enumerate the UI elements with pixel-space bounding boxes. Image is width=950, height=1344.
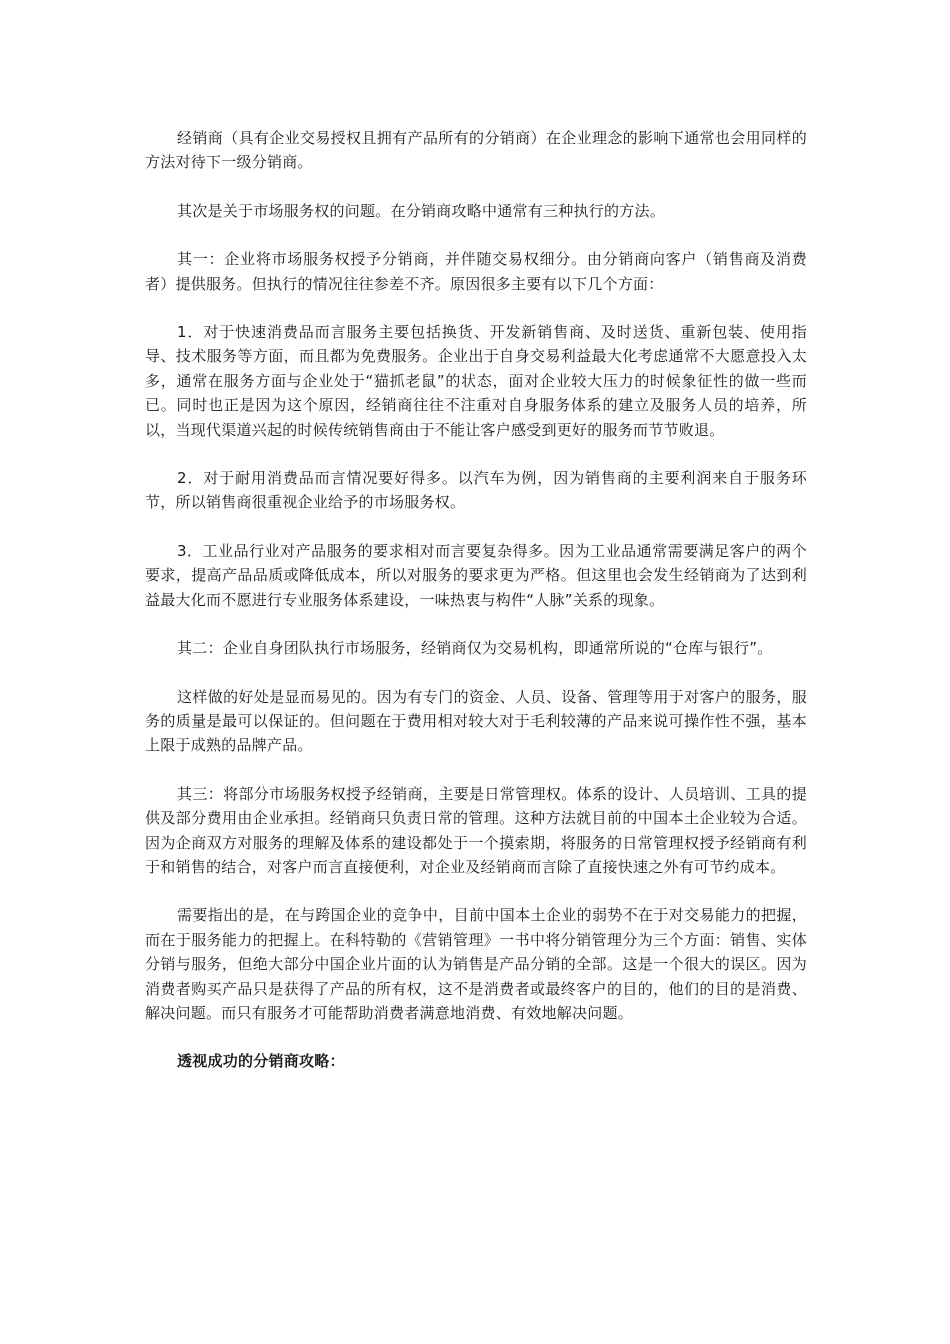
paragraph-point-1: 1．对于快速消费品而言服务主要包括换货、开发新销售商、及时送货、重新包装、使用指导、技术服务等方面，而且都为免费服务。企业出于自身交易利益最大化考虑通常不大愿意投入太多，通常在服务方面与企业处于“猫抓老鼠”的状态，面对企业较大压力的时候象征性的做一些而已。同时也正是因为这个原因，经销商往往不注重对自身服务体系的建立及服务人员的培养，所以，当现代渠道兴起的时候传统销售商由于不能让客户感受到更好的服务而节节败退。 xyxy=(145,323,807,439)
paragraph-conclusion: 需要指出的是，在与跨国企业的竞争中，目前中国本土企业的弱势不在于对交易能力的把握，而在于服务能力的把握上。在科特勒的《营销管理》一书中将分销管理分为三个方面：销售、实体分销与服务，但绝大部分中国企业片面的认为销售是产品分销的全部。这是一个很大的误区。因为消费者购买产品只是获得了产品的所有权，这不是消费者或最终客户的目的，他们的目的是消费、解决问题。而只有服务才可能帮助消费者满意地消费、有效地解决问题。 xyxy=(145,906,807,1022)
paragraph-distributor-intro: 经销商（具有企业交易授权且拥有产品所有的分销商）在企业理念的影响下通常也会用同样的方法对待下一级分销商。 xyxy=(145,129,807,172)
paragraph-point-2: 2．对于耐用消费品而言情况要好得多。以汽车为例，因为销售商的主要利润来自于服务环节，所以销售商很重视企业给予的市场服务权。 xyxy=(145,469,807,512)
paragraph-service-rights: 其次是关于市场服务权的问题。在分销商攻略中通常有三种执行的方法。 xyxy=(177,201,666,220)
paragraph-method-three: 其三：将部分市场服务权授予经销商，主要是日常管理权。体系的设计、人员培训、工具的提供及部分费用由企业承担。经销商只负责日常的管理。这种方法就目前的中国本土企业较为合适。因为企商双方对服务的理解及体系的建设都处于一个摸索期，将服务的日常管理权授予经销商有利于和销售的结合，对客户而言直接便利，对企业及经销商而言除了直接快速之外有可节约成本。 xyxy=(145,784,807,876)
section-heading: 透视成功的分销商攻略： xyxy=(177,1052,345,1071)
paragraph-method-two: 其二：企业自身团队执行市场服务，经销商仅为交易机构，即通常所说的“仓库与银行”。 xyxy=(177,639,773,658)
paragraph-point-3: 3．工业品行业对产品服务的要求相对而言要复杂得多。因为工业品通常需要满足客户的两个要求，提高产品品质或降低成本，所以对服务的要求更为严格。但这里也会发生经销商为了达到利益最大化而不愿进行专业服务体系建设，一味热衷与构件“人脉”关系的现象。 xyxy=(145,541,807,609)
paragraph-method-two-benefits: 这样做的好处是显而易见的。因为有专门的资金、人员、设备、管理等用于对客户的服务，服务的质量是最可以保证的。但问题在于费用相对较大对于毛利较薄的产品来说可操作性不强，基本上限于成熟的品牌产品。 xyxy=(145,687,807,755)
document-body xyxy=(145,126,807,1074)
paragraph-method-one: 其一：企业将市场服务权授予分销商，并伴随交易权细分。由分销商向客户（销售商及消费者）提供服务。但执行的情况往往参差不齐。原因很多主要有以下几个方面： xyxy=(145,250,807,293)
